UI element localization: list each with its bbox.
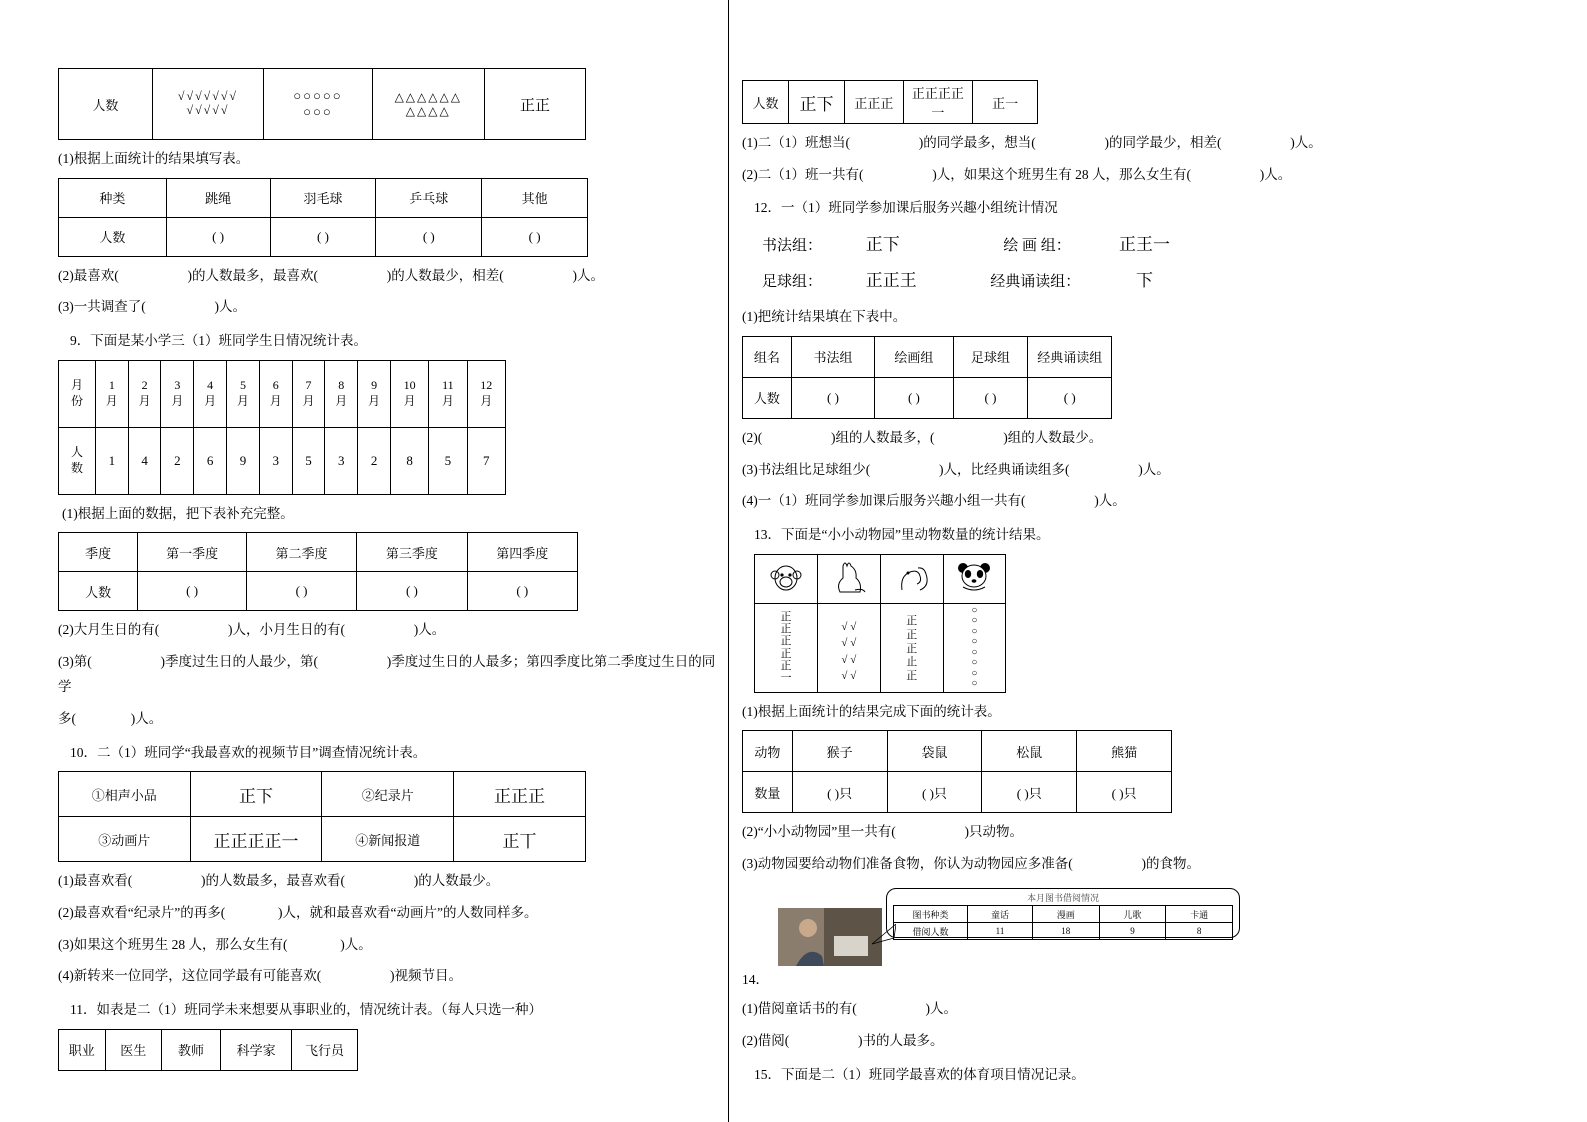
- month-birthday-table: [58, 360, 506, 495]
- right-tally-cell-1: 正下: [788, 81, 844, 124]
- kinds-value-4[interactable]: ( ): [482, 217, 588, 256]
- kinds-header-2: 羽毛球: [270, 178, 376, 217]
- zoo-tally-squirrel: 正 正 正 止 正: [880, 603, 943, 692]
- group-tally-4: 下: [1136, 270, 1153, 290]
- kinds-header-1: 跳绳: [166, 178, 270, 217]
- video-program-table: [58, 771, 586, 862]
- month-count-6: 5: [292, 427, 325, 494]
- tally-count-table: [58, 68, 586, 140]
- group-value-1[interactable]: ( ): [791, 377, 875, 418]
- month-count-8: 2: [358, 427, 391, 494]
- job-table: [58, 1029, 358, 1071]
- month-cell-5: 6 月: [259, 360, 292, 427]
- item14-figure: [742, 882, 1442, 990]
- right-q1-b: )的同学最多，想当(: [918, 135, 1036, 150]
- month-count-label: 人 数: [59, 427, 96, 494]
- job-cell-3: 科学家: [221, 1029, 292, 1070]
- right-tally-cell-4: 正一: [973, 81, 1038, 124]
- video-label-2: ②纪录片: [322, 772, 454, 817]
- zoo-value-3[interactable]: ( )只: [982, 772, 1077, 813]
- item9-q3-e: )人。: [130, 711, 163, 727]
- left-q3-text: [58, 294, 718, 320]
- callout-header-3: 儿歌: [1099, 906, 1166, 923]
- month-cell-2: 3 月: [161, 360, 194, 427]
- group-name-2: 绘 画 组：: [1003, 237, 1071, 254]
- month-cell-7: 8 月: [325, 360, 358, 427]
- item12-q4: [742, 488, 1442, 514]
- item10-q2-a: (2)最喜欢看“纪录片”的再多(: [58, 905, 226, 921]
- item10-q1-b: )的人数最多，最喜欢看(: [201, 873, 345, 889]
- job-cell-1: 医生: [105, 1029, 161, 1070]
- item12-q2-c: )组的人数最少。: [1003, 429, 1103, 445]
- monkey-icon: [755, 554, 818, 603]
- panda-icon-svg: [955, 560, 993, 594]
- callout-header-1: 童话: [968, 906, 1033, 923]
- item9-q2: [58, 617, 718, 643]
- quarter-header-2: 第二季度: [246, 533, 356, 572]
- month-count-9: 8: [390, 427, 428, 494]
- callout-value-0: 11: [968, 923, 1033, 940]
- item14-q2: [742, 1028, 1442, 1054]
- video-label-4: ④新闻报道: [322, 817, 454, 862]
- right-tally-cell-2: 正正正: [845, 81, 904, 124]
- kinds-header-3: 乒乓球: [376, 178, 482, 217]
- left-q3-b: )人。: [214, 299, 246, 315]
- group-name-4: 经典诵读组：: [990, 273, 1081, 290]
- right-q2-a: (2)二（1）班一共有(: [742, 166, 864, 182]
- left-q2-a: (2)最喜欢(: [58, 267, 119, 283]
- item9-q3-a: (3)第(: [58, 653, 92, 669]
- item9-q3: [58, 649, 718, 700]
- item10-q4-a: (4)新转来一位同学，这位同学最有可能喜欢(: [58, 968, 322, 984]
- quarter-value-4[interactable]: ( ): [467, 572, 577, 611]
- video-tally-4: 正丅: [454, 817, 586, 862]
- group-row-1: [762, 227, 1442, 263]
- squirrel-icon-svg: [892, 560, 932, 594]
- left-q2-c: )的人数最少，相差(: [386, 267, 504, 283]
- quarter-header-1: 第一季度: [138, 533, 247, 572]
- item12-q3-c: )人。: [1138, 461, 1170, 477]
- tally-cell-checks: √√√√√√√ √√√√√: [152, 69, 263, 140]
- item13-q3: [742, 851, 1442, 877]
- zoo-value-1[interactable]: ( )只: [792, 772, 887, 813]
- video-label-3: ③动画片: [59, 817, 191, 862]
- callout-header-4: 卡通: [1166, 906, 1233, 923]
- right-q1-c: )的同学最少，相差(: [1104, 135, 1222, 150]
- zoo-value-2[interactable]: ( )只: [887, 772, 982, 813]
- zoo-tally-monkey: 正 正 正 正 正 一: [755, 603, 818, 692]
- item9-q3-c: )季度过生日的人最多；第四季度比第二季度过生日的同学: [58, 653, 716, 695]
- zoo-tally-kangaroo: √ √ √ √ √ √ √ √: [817, 603, 880, 692]
- right-q2-b: )人，如果这个班男生有 28 人，那么女生有(: [932, 166, 1191, 182]
- zoo-header-2: 袋鼠: [887, 731, 982, 772]
- job-cell-4: 飞行员: [292, 1029, 358, 1070]
- month-cell-4: 5 月: [227, 360, 260, 427]
- video-tally-2: 正正正: [454, 772, 586, 817]
- item10-q1: [58, 868, 718, 894]
- item14-q2-b: )书的人最多。: [858, 1033, 944, 1049]
- left-q3-a: (3)一共调查了(: [58, 299, 146, 315]
- zoo-header-0: 动物: [743, 731, 793, 772]
- video-label-1: ①相声小品: [59, 772, 191, 817]
- group-header-1: 书法组: [791, 336, 875, 377]
- item13-q3-b: )的食物。: [1141, 855, 1200, 871]
- item9-q2-b: )人，小月生日的有(: [228, 622, 345, 638]
- month-count-3: 6: [194, 427, 227, 494]
- item9-title: 9．下面是某小学三（1）班同学生日情况统计表。: [70, 332, 367, 348]
- callout-table: [893, 905, 1233, 940]
- month-count-1: 4: [128, 427, 161, 494]
- callout-row-label: 借阅人数: [894, 923, 968, 940]
- item13-q2-b: )只动物。: [964, 824, 1023, 840]
- tally-cell-zheng: 正正: [484, 69, 585, 140]
- callout-value-1: 18: [1032, 923, 1099, 940]
- zoo-count-table: [742, 730, 1172, 813]
- group-value-4[interactable]: ( ): [1028, 377, 1112, 418]
- item9-q2-a: (2)大月生日的有(: [58, 622, 160, 638]
- group-tally-1: 正下: [865, 234, 900, 254]
- item13-q1: (1)根据上面统计的结果完成下面的统计表。: [742, 703, 1001, 719]
- item13-q2-a: (2)“小小动物园”里一共有(: [742, 824, 896, 840]
- item12-q2-b: )组的人数最多，(: [831, 429, 935, 445]
- kinds-header-4: 其他: [482, 178, 588, 217]
- kinds-value-3[interactable]: ( ): [376, 217, 482, 256]
- item9-q3-b: )季度过生日的人最少，第(: [160, 653, 318, 669]
- month-row-label: 月 份: [59, 360, 96, 427]
- zoo-header-3: 松鼠: [982, 731, 1077, 772]
- item14-q1-a: (1)借阅童话书的有(: [742, 1001, 857, 1017]
- item13-q3-a: (3)动物园要给动物们准备食物，你认为动物园应多准备(: [742, 855, 1073, 871]
- callout-value-2: 9: [1099, 923, 1166, 940]
- kinds-table: [58, 178, 588, 257]
- item10-q3: [58, 932, 718, 958]
- group-header-4: 经典诵读组: [1028, 336, 1112, 377]
- item9-q3-d: 多(: [58, 711, 76, 727]
- left-q1-text: (1)根据上面统计的结果填写表。: [58, 151, 250, 166]
- quarter-header-4: 第四季度: [467, 533, 577, 572]
- right-tally-label: 人数: [743, 81, 789, 124]
- item10-q2: [58, 900, 718, 926]
- group-value-2[interactable]: ( ): [875, 377, 953, 418]
- zoo-header-1: 猴子: [792, 731, 887, 772]
- kinds-header-0: 种类: [59, 178, 167, 217]
- quarter-value-3[interactable]: ( ): [357, 572, 467, 611]
- right-q2-c: )人。: [1259, 166, 1292, 182]
- group-value-3[interactable]: ( ): [953, 377, 1028, 418]
- monkey-icon-svg: [766, 560, 806, 594]
- quarter-value-1[interactable]: ( ): [138, 572, 247, 611]
- item12-q3-a: (3)书法组比足球组少(: [742, 461, 871, 477]
- group-result-table: [742, 336, 1112, 419]
- zoo-tally-panda: ○ ○ ○ ○ ○ ○ ○ ○: [943, 603, 1005, 692]
- month-count-5: 3: [259, 427, 292, 494]
- item12-q4-b: )人。: [1094, 493, 1126, 509]
- group-tally-3: 正正王: [865, 270, 917, 290]
- item10-q3-a: (3)如果这个班男生 28 人，那么女生有(: [58, 936, 288, 952]
- item14-number: 14．: [742, 972, 769, 988]
- item14-q2-a: (2)借阅(: [742, 1033, 790, 1049]
- group-name-3: 足球组：: [762, 273, 823, 290]
- item12-title: 12．一（1）班同学参加课后服务兴趣小组统计情况: [754, 200, 1058, 216]
- month-count-4: 9: [227, 427, 260, 494]
- item12-q2-a: (2)(: [742, 429, 763, 445]
- column-divider: [728, 0, 729, 1122]
- tally-row-label: 人数: [59, 69, 153, 140]
- right-q1-a: (1)二（1）班想当(: [742, 135, 850, 150]
- left-q2-b: )的人数最多，最喜欢(: [187, 267, 318, 283]
- zoo-tally-table: [754, 554, 1006, 693]
- kinds-value-label: 人数: [59, 217, 167, 256]
- job-label: 职业: [59, 1029, 106, 1070]
- item9-q1: (1)根据上面的数据，把下表补充完整。: [62, 505, 294, 521]
- video-tally-1: 正下: [190, 772, 322, 817]
- right-q1-d: )人。: [1290, 135, 1322, 150]
- item10-q4-b: )视频节目。: [390, 968, 462, 984]
- zoo-value-4[interactable]: ( )只: [1077, 772, 1172, 813]
- library-photo-svg: [778, 908, 882, 966]
- right-tally-cell-3: 正正正正一: [903, 81, 973, 124]
- month-cell-11: 12 月: [467, 360, 505, 427]
- kangaroo-icon: [817, 554, 880, 603]
- item12-q3-b: )人，比经典诵读组多(: [939, 461, 1070, 477]
- month-cell-6: 7 月: [292, 360, 325, 427]
- quarter-header-0: 季度: [59, 533, 138, 572]
- quarter-header-3: 第三季度: [357, 533, 467, 572]
- month-count-10: 5: [429, 427, 467, 494]
- month-count-7: 3: [325, 427, 358, 494]
- right-top-tally-table: [742, 80, 1038, 124]
- item14-q1-b: )人。: [925, 1001, 957, 1017]
- library-photo: [778, 908, 882, 966]
- item10-title: 10．二（1）班同学“我最喜欢的视频节目”调查情况统计表。: [70, 744, 427, 760]
- month-count-0: 1: [95, 427, 128, 494]
- callout-header-2: 漫画: [1032, 906, 1099, 923]
- right-q2: [742, 162, 1442, 188]
- month-count-2: 2: [161, 427, 194, 494]
- item13-q2: [742, 819, 1442, 845]
- item15-title: 15．下面是二（1）班同学最喜欢的体育项目情况记录。: [754, 1066, 1085, 1082]
- left-column: [58, 0, 718, 1071]
- item9-q3-cont: [58, 706, 718, 732]
- item14-q1: [742, 996, 1442, 1022]
- group-value-label: 人数: [743, 377, 792, 418]
- group-name-1: 书法组：: [762, 237, 823, 254]
- month-cell-3: 4 月: [194, 360, 227, 427]
- quarter-value-label: 人数: [59, 572, 138, 611]
- kinds-value-1[interactable]: ( ): [166, 217, 270, 256]
- month-cell-8: 9 月: [358, 360, 391, 427]
- group-header-0: 组名: [743, 336, 792, 377]
- right-q1: [742, 130, 1442, 156]
- quarter-value-2[interactable]: ( ): [246, 572, 356, 611]
- item12-q2: [742, 425, 1442, 451]
- video-tally-3: 正正正正一: [190, 817, 322, 862]
- month-count-11: 7: [467, 427, 505, 494]
- kangaroo-icon-svg: [829, 560, 869, 594]
- squirrel-icon: [880, 554, 943, 603]
- callout-title: 本月图书借阅情况: [1026, 893, 1099, 904]
- group-header-2: 绘画组: [875, 336, 953, 377]
- callout-pointer-icon: [872, 924, 896, 948]
- item13-title: 13．下面是“小小动物园”里动物数量的统计结果。: [754, 526, 1050, 542]
- panda-icon: [943, 554, 1005, 603]
- callout-value-3: 8: [1166, 923, 1233, 940]
- tally-cell-circles: ○○○○○ ○○○: [264, 69, 372, 140]
- item10-q1-c: )的人数最少。: [413, 873, 500, 889]
- callout-header-0: 图书种类: [894, 906, 968, 923]
- month-cell-10: 11 月: [429, 360, 467, 427]
- item12-q4-a: (4)一（1）班同学参加课后服务兴趣小组一共有(: [742, 493, 1026, 509]
- quarter-table: [58, 532, 578, 611]
- month-cell-9: 10 月: [390, 360, 428, 427]
- group-header-3: 足球组: [953, 336, 1028, 377]
- zoo-value-label: 数量: [743, 772, 793, 813]
- zoo-header-4: 熊猫: [1077, 731, 1172, 772]
- book-borrow-callout: [886, 888, 1240, 938]
- kinds-value-2[interactable]: ( ): [270, 217, 376, 256]
- item12-groups: [762, 227, 1442, 298]
- tally-cell-triangles: △△△△△△ △△△△: [372, 69, 484, 140]
- item11-title: 11．如表是二（1）班同学未来想要从事职业的，情况统计表。（每人只选一种）: [70, 1001, 542, 1017]
- item10-q4: [58, 963, 718, 989]
- group-tally-2: 正王一: [1119, 234, 1170, 254]
- item10-q2-b: )人，就和最喜欢看“动画片”的人数同样多。: [277, 905, 538, 921]
- item10-q3-b: )人。: [340, 936, 372, 952]
- right-column: [742, 0, 1442, 1093]
- group-row-2: [762, 263, 1442, 299]
- item10-q1-a: (1)最喜欢看(: [58, 873, 133, 889]
- item9-q2-c: )人。: [413, 622, 446, 638]
- job-cell-2: 教师: [161, 1029, 220, 1070]
- month-cell-0: 1 月: [95, 360, 128, 427]
- item12-q1: (1)把统计结果填在下表中。: [742, 309, 907, 325]
- month-cell-1: 2 月: [128, 360, 161, 427]
- left-q2-text: [58, 263, 718, 289]
- left-q2-d: )人。: [572, 267, 604, 283]
- item12-q3: [742, 457, 1442, 483]
